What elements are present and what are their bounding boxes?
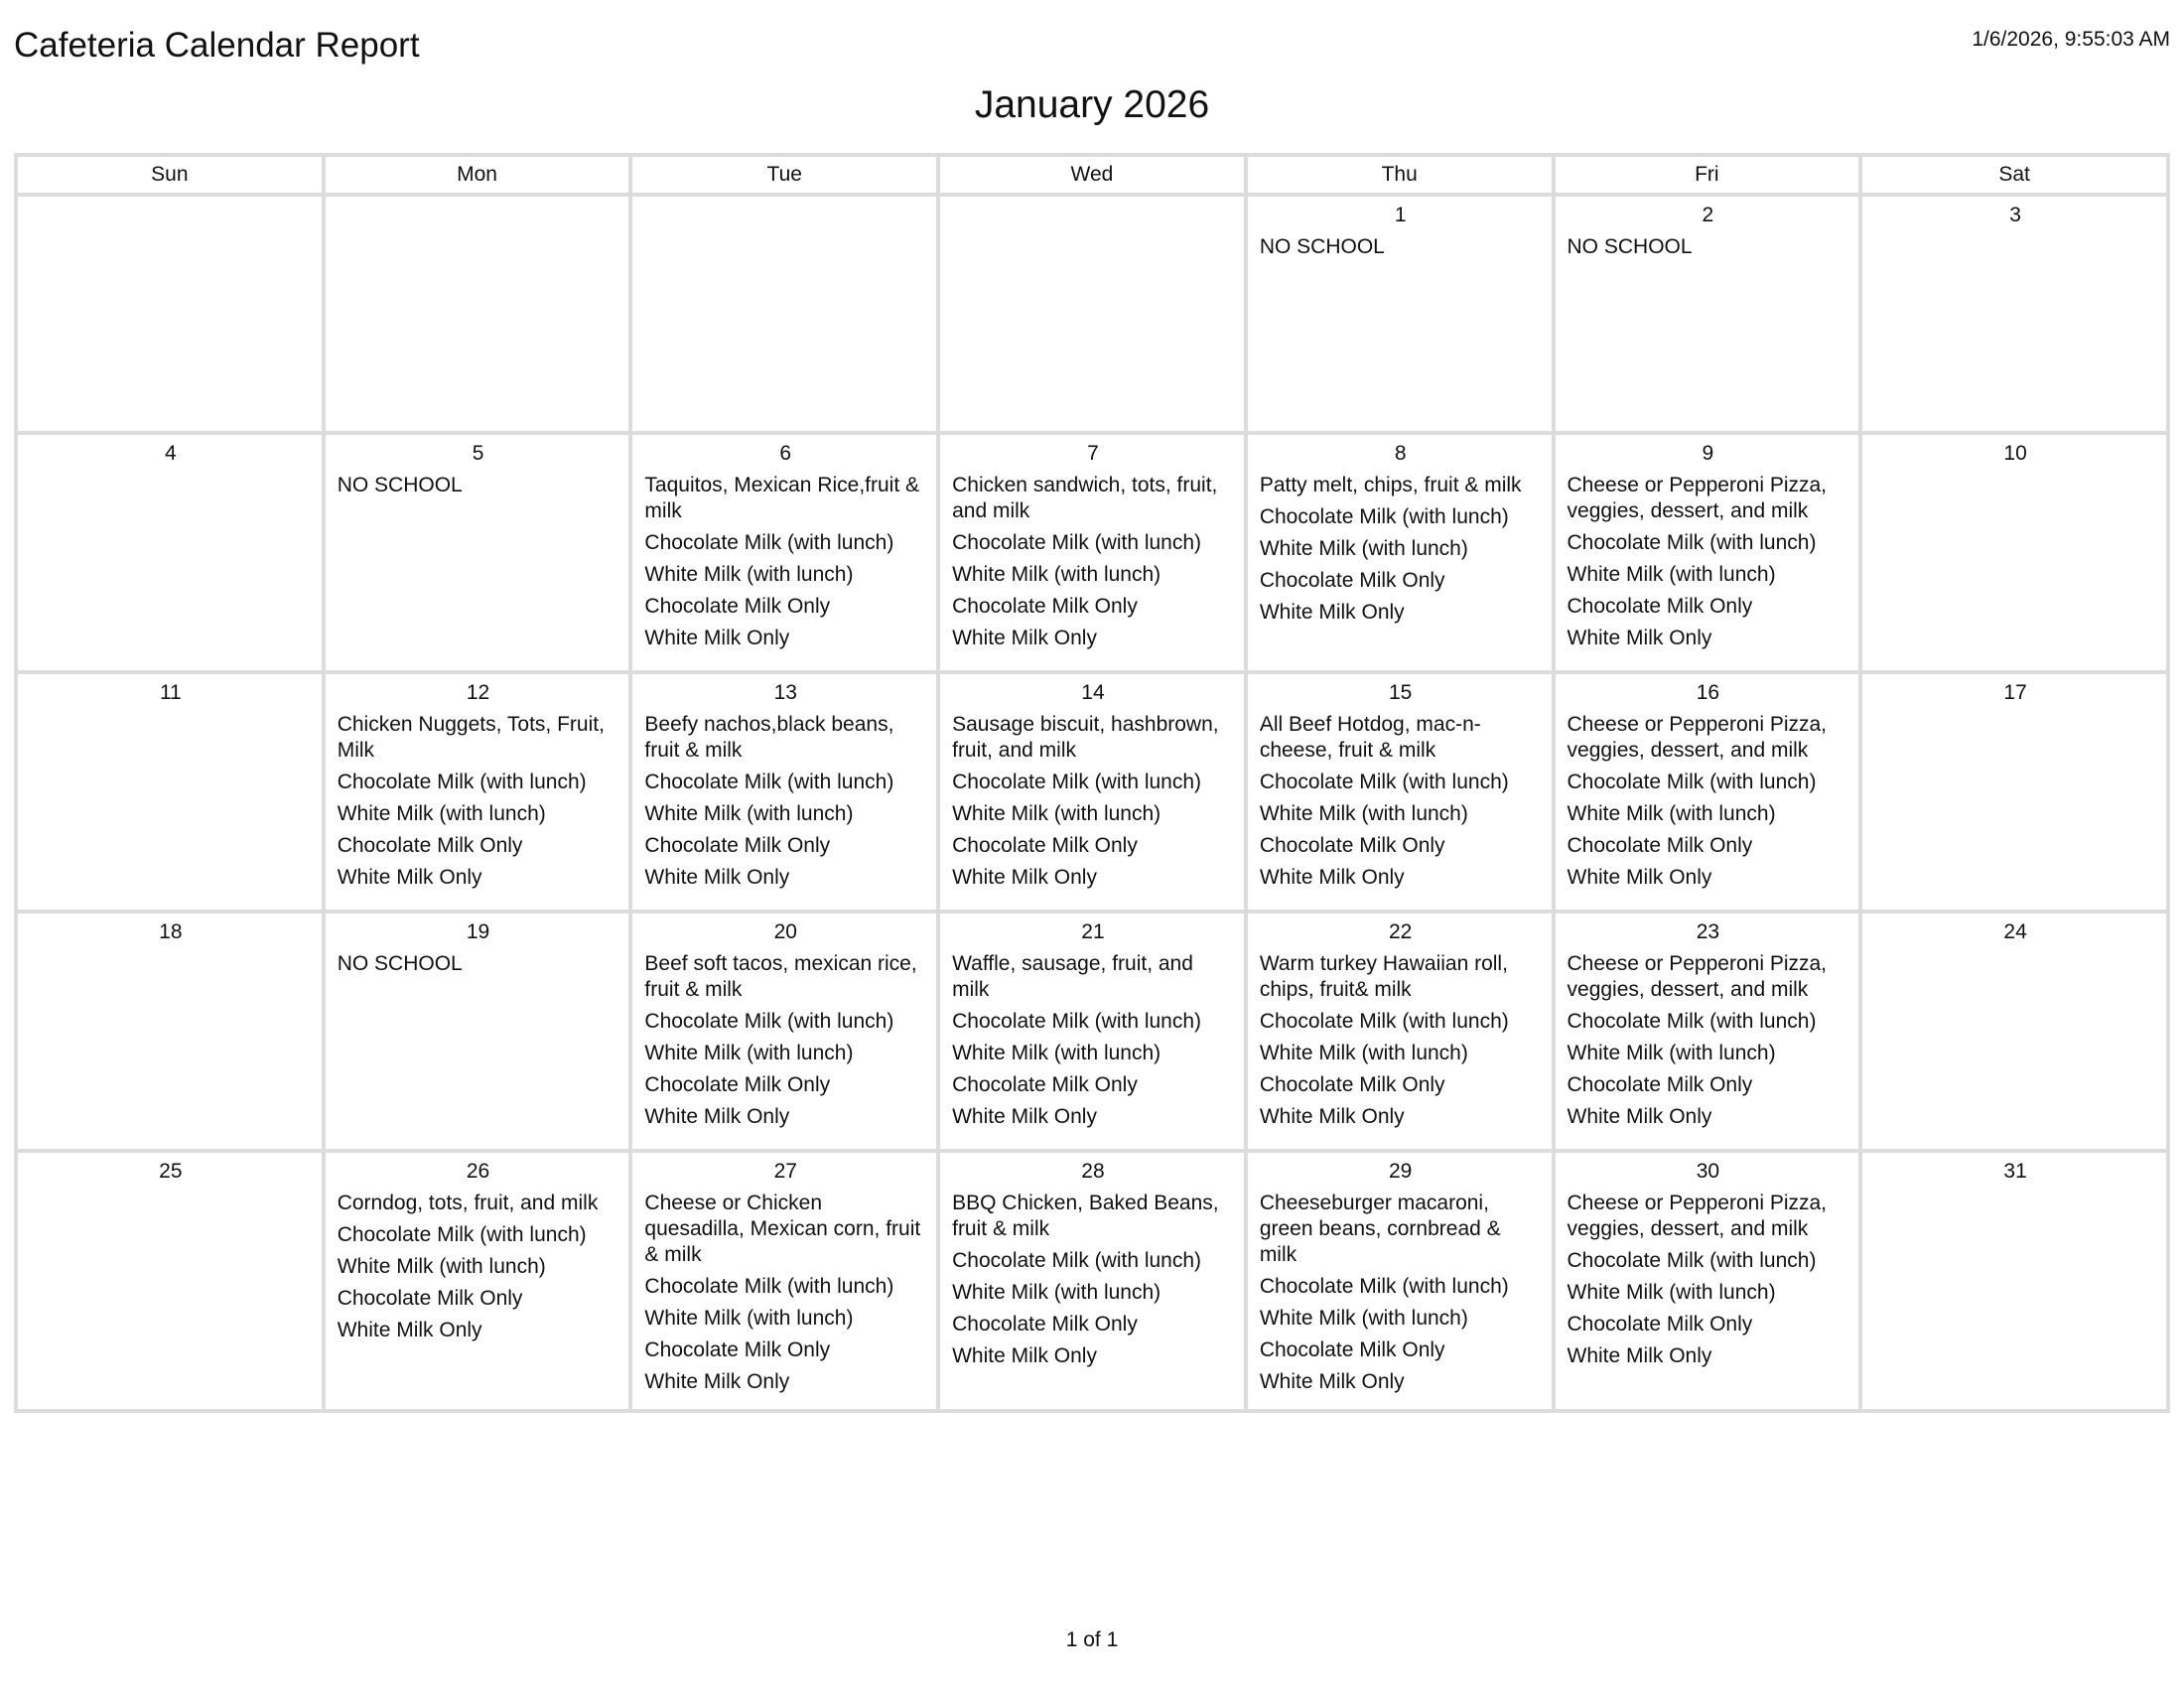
milk-option: Chocolate Milk Only bbox=[952, 1313, 1138, 1336]
menu-item: BBQ Chicken, Baked Beans, fruit & milk bbox=[952, 1192, 1219, 1240]
day-number: 4 bbox=[165, 442, 177, 465]
menu-item: Chicken Nuggets, Tots, Fruit, Milk bbox=[337, 713, 605, 762]
day-cell bbox=[938, 912, 1246, 1151]
weekday-header-tue: Tue bbox=[630, 155, 938, 195]
milk-option: Chocolate Milk (with lunch) bbox=[1567, 1010, 1817, 1033]
milk-option: Chocolate Milk Only bbox=[644, 1073, 831, 1096]
day-number: 22 bbox=[1388, 920, 1413, 943]
day-number: 27 bbox=[773, 1160, 797, 1183]
menu-item: Cheese or Pepperoni Pizza, veggies, dessert, and milk bbox=[1567, 1192, 1828, 1240]
day-number: 8 bbox=[1394, 442, 1407, 465]
day-cell bbox=[1554, 433, 1861, 672]
weekday-header-thu: Thu bbox=[1246, 155, 1554, 195]
milk-option: White Milk (with lunch) bbox=[1259, 1042, 1468, 1064]
milk-option: White Milk Only bbox=[952, 627, 1097, 649]
day-number: 15 bbox=[1388, 681, 1413, 704]
milk-option: Chocolate Milk (with lunch) bbox=[1259, 1010, 1509, 1033]
day-cell bbox=[1860, 912, 2168, 1151]
milk-option: White Milk (with lunch) bbox=[1259, 1307, 1468, 1330]
day-number: 20 bbox=[773, 920, 797, 943]
milk-option: Chocolate Milk (with lunch) bbox=[1567, 531, 1817, 554]
milk-option: White Milk (with lunch) bbox=[952, 802, 1161, 825]
day-number: 7 bbox=[1087, 442, 1099, 465]
menu-item: Sausage biscuit, hashbrown, fruit, and milk bbox=[952, 713, 1219, 762]
calendar-grid bbox=[14, 153, 2170, 1413]
week-row bbox=[16, 672, 2168, 912]
day-cell bbox=[1554, 912, 1861, 1151]
milk-option: White Milk Only bbox=[337, 866, 482, 889]
menu-item: Waffle, sausage, fruit, and milk bbox=[952, 952, 1193, 1001]
weekday-header-row bbox=[16, 155, 2168, 195]
milk-option: Chocolate Milk Only bbox=[952, 834, 1138, 857]
day-cell bbox=[1246, 1151, 1554, 1411]
day-number: 23 bbox=[1696, 920, 1720, 943]
milk-option: White Milk Only bbox=[644, 1105, 790, 1128]
milk-option: Chocolate Milk (with lunch) bbox=[1259, 1275, 1509, 1298]
week-row bbox=[16, 433, 2168, 672]
week-row bbox=[16, 912, 2168, 1151]
milk-option: White Milk Only bbox=[1259, 601, 1405, 624]
milk-option: Chocolate Milk (with lunch) bbox=[1567, 771, 1817, 793]
menu-item: Taquitos, Mexican Rice,fruit & milk bbox=[644, 474, 920, 522]
milk-option: Chocolate Milk (with lunch) bbox=[337, 1223, 587, 1246]
milk-option: Chocolate Milk Only bbox=[1259, 1073, 1445, 1096]
milk-option: Chocolate Milk Only bbox=[1567, 1313, 1753, 1336]
milk-option: Chocolate Milk Only bbox=[1567, 1073, 1753, 1096]
milk-option: Chocolate Milk Only bbox=[1567, 595, 1753, 618]
day-cell bbox=[324, 912, 631, 1151]
day-number: 21 bbox=[1081, 920, 1105, 943]
milk-option: Chocolate Milk Only bbox=[1259, 1338, 1445, 1361]
day-cell bbox=[1246, 433, 1554, 672]
menu-item: Chicken sandwich, tots, fruit, and milk bbox=[952, 474, 1218, 522]
menu-item: Cheeseburger macaroni, green beans, cornbread & milk bbox=[1259, 1192, 1501, 1266]
menu-item: Cheese or Pepperoni Pizza, veggies, dessert, and milk bbox=[1567, 713, 1828, 762]
milk-option: White Milk (with lunch) bbox=[1567, 1042, 1776, 1064]
milk-option: White Milk Only bbox=[952, 1344, 1097, 1367]
milk-option: White Milk (with lunch) bbox=[644, 802, 854, 825]
calendar-body bbox=[16, 195, 2168, 1411]
milk-option: White Milk (with lunch) bbox=[952, 563, 1161, 586]
day-cell bbox=[1246, 672, 1554, 912]
milk-option: White Milk Only bbox=[644, 866, 790, 889]
day-cell bbox=[1860, 672, 2168, 912]
milk-option: White Milk (with lunch) bbox=[644, 1307, 854, 1330]
menu-item: NO SCHOOL bbox=[1567, 235, 1693, 258]
day-cell bbox=[630, 672, 938, 912]
milk-option: White Milk (with lunch) bbox=[337, 1255, 546, 1278]
milk-option: White Milk (with lunch) bbox=[337, 802, 546, 825]
page-indicator: 1 of 1 bbox=[1065, 1628, 1119, 1651]
menu-item: Corndog, tots, fruit, and milk bbox=[337, 1192, 599, 1214]
menu-item: Patty melt, chips, fruit & milk bbox=[1259, 474, 1522, 496]
day-cell bbox=[16, 433, 324, 672]
milk-option: White Milk (with lunch) bbox=[644, 1042, 854, 1064]
milk-option: Chocolate Milk Only bbox=[952, 595, 1138, 618]
milk-option: White Milk Only bbox=[1567, 1105, 1712, 1128]
menu-item: Cheese or Chicken quesadilla, Mexican corn, fruit & milk bbox=[644, 1192, 921, 1266]
milk-option: Chocolate Milk (with lunch) bbox=[952, 771, 1202, 793]
milk-option: Chocolate Milk (with lunch) bbox=[952, 1010, 1202, 1033]
day-number: 13 bbox=[773, 681, 797, 704]
empty-day-cell bbox=[324, 195, 631, 433]
milk-option: Chocolate Milk (with lunch) bbox=[644, 771, 894, 793]
milk-option: Chocolate Milk Only bbox=[337, 1287, 523, 1310]
milk-option: Chocolate Milk Only bbox=[1259, 569, 1445, 592]
milk-option: White Milk Only bbox=[644, 627, 790, 649]
day-cell bbox=[324, 433, 631, 672]
menu-item: Cheese or Pepperoni Pizza, veggies, dessert, and milk bbox=[1567, 952, 1828, 1001]
menu-item: Warm turkey Hawaiian roll, chips, fruit& milk bbox=[1259, 952, 1508, 1001]
milk-option: Chocolate Milk (with lunch) bbox=[1259, 505, 1509, 528]
report-timestamp: 1/6/2026, 9:55:03 AM bbox=[1972, 28, 2170, 51]
milk-option: White Milk (with lunch) bbox=[1567, 563, 1776, 586]
day-cell bbox=[938, 433, 1246, 672]
day-number: 14 bbox=[1081, 681, 1105, 704]
day-number: 6 bbox=[779, 442, 792, 465]
milk-option: Chocolate Milk (with lunch) bbox=[1567, 1249, 1817, 1272]
day-cell bbox=[938, 672, 1246, 912]
weekday-header-mon: Mon bbox=[324, 155, 631, 195]
milk-option: Chocolate Milk Only bbox=[337, 834, 523, 857]
day-cell bbox=[1860, 433, 2168, 672]
milk-option: White Milk Only bbox=[1259, 1370, 1405, 1393]
weekday-header-sat: Sat bbox=[1860, 155, 2168, 195]
weekday-header-wed: Wed bbox=[938, 155, 1246, 195]
menu-item: All Beef Hotdog, mac-n-cheese, fruit & milk bbox=[1259, 713, 1481, 762]
milk-option: Chocolate Milk (with lunch) bbox=[1259, 771, 1509, 793]
menu-item: NO SCHOOL bbox=[337, 952, 463, 975]
day-number: 2 bbox=[1702, 204, 1714, 226]
day-cell bbox=[324, 672, 631, 912]
milk-option: White Milk (with lunch) bbox=[1259, 802, 1468, 825]
weekday-header-fri: Fri bbox=[1554, 155, 1861, 195]
milk-option: Chocolate Milk Only bbox=[644, 1338, 831, 1361]
milk-option: Chocolate Milk (with lunch) bbox=[952, 1249, 1202, 1272]
milk-option: White Milk (with lunch) bbox=[952, 1042, 1161, 1064]
day-number: 11 bbox=[159, 681, 182, 704]
day-cell bbox=[16, 672, 324, 912]
day-number: 30 bbox=[1696, 1160, 1720, 1183]
day-number: 1 bbox=[1394, 204, 1407, 226]
report-title: Cafeteria Calendar Report bbox=[14, 26, 420, 65]
day-cell bbox=[1246, 195, 1554, 433]
milk-option: Chocolate Milk Only bbox=[644, 834, 831, 857]
menu-item: Beef soft tacos, mexican rice, fruit & milk bbox=[644, 952, 917, 1001]
day-cell bbox=[1554, 672, 1861, 912]
milk-option: White Milk (with lunch) bbox=[1567, 1281, 1776, 1304]
day-number: 19 bbox=[466, 920, 490, 943]
day-number: 5 bbox=[472, 442, 484, 465]
week-row bbox=[16, 1151, 2168, 1411]
milk-option: Chocolate Milk (with lunch) bbox=[952, 531, 1202, 554]
milk-option: White Milk Only bbox=[1567, 1344, 1712, 1367]
milk-option: Chocolate Milk (with lunch) bbox=[644, 1010, 894, 1033]
empty-day-cell bbox=[938, 195, 1246, 433]
empty-day-cell bbox=[16, 195, 324, 433]
milk-option: White Milk Only bbox=[952, 1105, 1097, 1128]
day-cell bbox=[1860, 1151, 2168, 1411]
day-number: 29 bbox=[1388, 1160, 1413, 1183]
day-number: 9 bbox=[1702, 442, 1714, 465]
day-number: 24 bbox=[2003, 920, 2027, 943]
day-number: 12 bbox=[466, 681, 490, 704]
week-row bbox=[16, 195, 2168, 433]
milk-option: White Milk Only bbox=[1259, 866, 1405, 889]
day-cell bbox=[630, 912, 938, 1151]
milk-option: Chocolate Milk Only bbox=[1259, 834, 1445, 857]
milk-option: Chocolate Milk (with lunch) bbox=[644, 1275, 894, 1298]
milk-option: White Milk Only bbox=[644, 1370, 790, 1393]
day-number: 26 bbox=[466, 1160, 490, 1183]
day-cell bbox=[16, 1151, 324, 1411]
milk-option: White Milk Only bbox=[952, 866, 1097, 889]
milk-option: White Milk (with lunch) bbox=[1259, 537, 1468, 560]
day-cell bbox=[16, 912, 324, 1151]
month-title: January 2026 bbox=[974, 83, 1210, 126]
day-cell bbox=[324, 1151, 631, 1411]
day-number: 25 bbox=[159, 1160, 183, 1183]
milk-option: Chocolate Milk Only bbox=[644, 595, 831, 618]
day-number: 3 bbox=[2009, 204, 2021, 226]
day-number: 28 bbox=[1081, 1160, 1105, 1183]
day-cell bbox=[1246, 912, 1554, 1151]
milk-option: White Milk Only bbox=[1567, 627, 1712, 649]
menu-item: Cheese or Pepperoni Pizza, veggies, dessert, and milk bbox=[1567, 474, 1828, 522]
milk-option: White Milk (with lunch) bbox=[1567, 802, 1776, 825]
milk-option: White Milk Only bbox=[1259, 1105, 1405, 1128]
milk-option: Chocolate Milk Only bbox=[952, 1073, 1138, 1096]
day-number: 31 bbox=[2003, 1160, 2027, 1183]
milk-option: White Milk (with lunch) bbox=[952, 1281, 1161, 1304]
day-cell bbox=[630, 433, 938, 672]
day-number: 10 bbox=[2003, 442, 2027, 465]
weekday-header-sun: Sun bbox=[16, 155, 324, 195]
day-number: 16 bbox=[1696, 681, 1720, 704]
day-cell bbox=[630, 1151, 938, 1411]
day-number: 18 bbox=[159, 920, 183, 943]
day-cell bbox=[1554, 195, 1861, 433]
milk-option: Chocolate Milk (with lunch) bbox=[644, 531, 894, 554]
menu-item: NO SCHOOL bbox=[1259, 235, 1385, 258]
menu-item: Beefy nachos,black beans, fruit & milk bbox=[644, 713, 894, 762]
day-number: 17 bbox=[2003, 681, 2027, 704]
milk-option: White Milk (with lunch) bbox=[644, 563, 854, 586]
milk-option: White Milk Only bbox=[337, 1319, 482, 1341]
day-cell bbox=[1554, 1151, 1861, 1411]
day-cell bbox=[1860, 195, 2168, 433]
day-cell bbox=[938, 1151, 1246, 1411]
milk-option: Chocolate Milk Only bbox=[1567, 834, 1753, 857]
milk-option: White Milk Only bbox=[1567, 866, 1712, 889]
empty-day-cell bbox=[630, 195, 938, 433]
menu-item: NO SCHOOL bbox=[337, 474, 463, 496]
milk-option: Chocolate Milk (with lunch) bbox=[337, 771, 587, 793]
